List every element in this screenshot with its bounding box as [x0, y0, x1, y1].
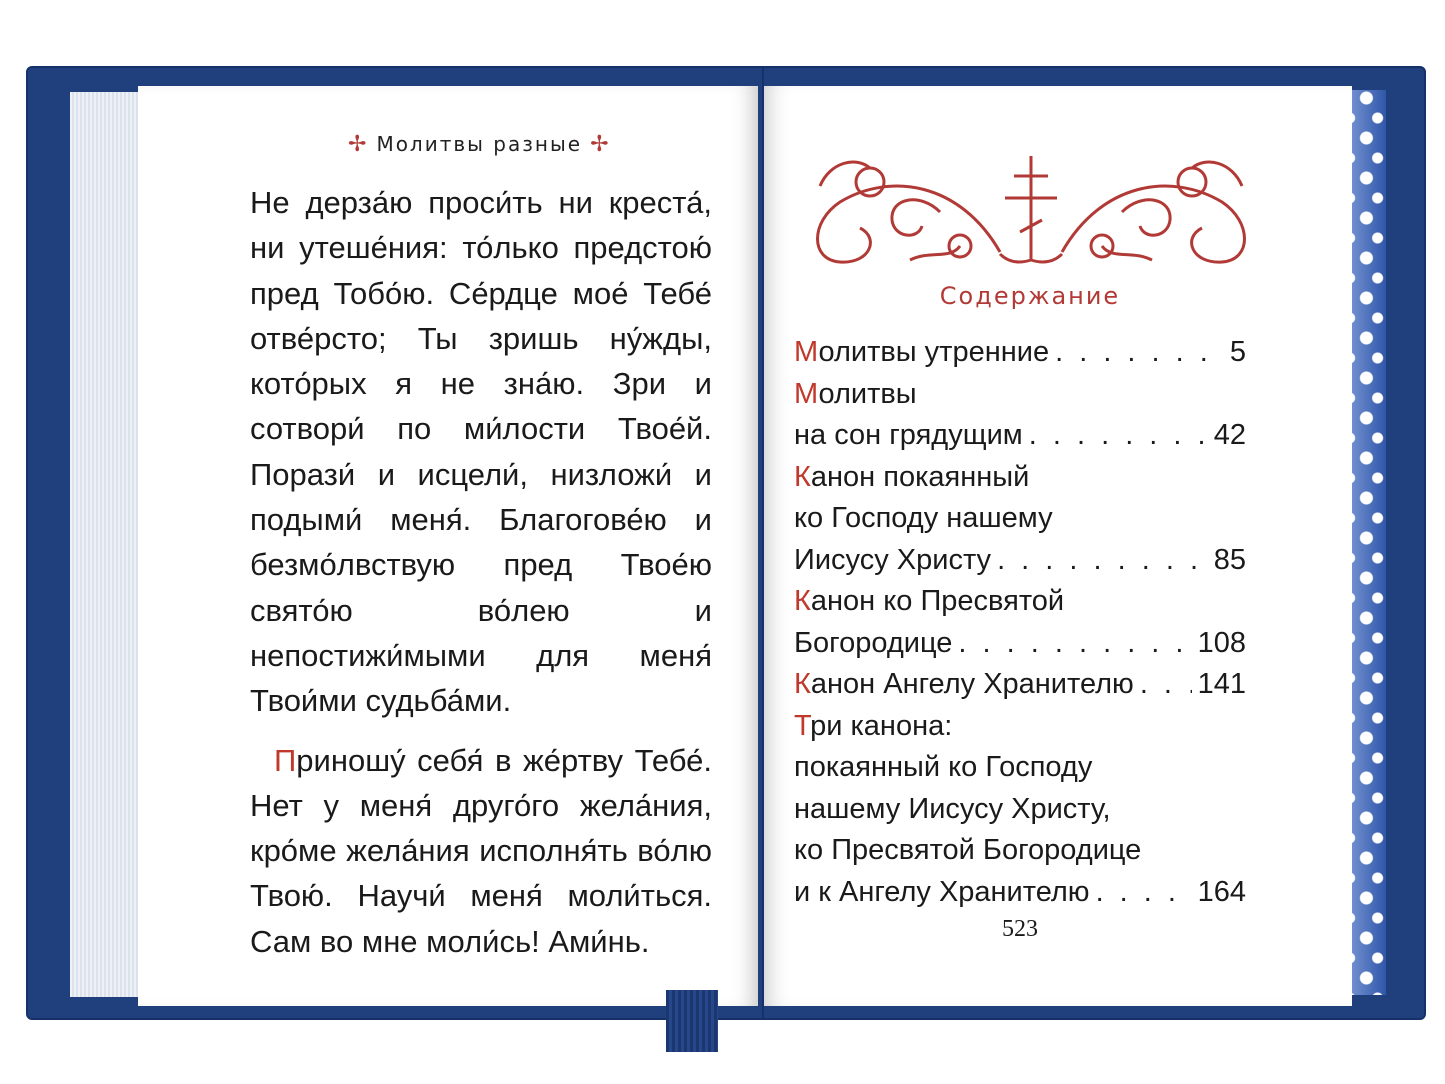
toc-page-number: 42 — [1213, 419, 1246, 451]
toc-entry[interactable]: Молитвы утренние . . . 5 — [794, 332, 1246, 374]
drop-cap: П — [274, 742, 297, 778]
bookmark-ribbon — [666, 990, 718, 1052]
toc-page-number: 108 — [1197, 626, 1246, 659]
paragraph: Не дерза́ю проси́ть ни креста́, ни утеше́ния: то́лько предстою́ пред Тобо́ю. Се́рдце мое́ Тебе́ отве́рсто; Ты зришь ну́жды, кото́рых я не зна́ю. Зри и сотвори́ по ми́лости Твое́й. Порази́ и исцели́, низложи́ и подыми́ меня́. Благогове́ю и безмо́лвствую пред Твое́ю свято́ю во́лею и непостижи́мыми для меня́ Твои́ми судьба́ми. — [250, 185, 712, 719]
paragraph: Приношу́ себя́ в же́ртву Тебе́. Нет у меня́ друго́го жела́ния, кро́ме жела́ния исполня́ть во́лю Твою́. Научи́ меня́ моли́ться. Сам во мне моли́сь! Ами́нь. — [250, 742, 712, 959]
prayer-text — [250, 180, 712, 964]
toc-page-number: 141 — [1197, 668, 1246, 700]
toc-entry[interactable]: Канон покаянный ко Господу нашему Иисусу Христу . . . 85 — [794, 457, 1246, 582]
toc-entry[interactable]: Молитвы на сон грядущим . . . 42 — [794, 374, 1246, 457]
running-head-text: Молитвы разные — [376, 132, 583, 156]
cross-floral-ornament-icon — [800, 142, 1262, 274]
running-head — [340, 132, 619, 157]
toc-entry[interactable]: Три канона: покаянный ко Господу нашему Иисусу Христу, ко Пресвятой Богородице и к Ангелу Хранителю . . . 164 — [794, 706, 1246, 914]
cross-ornament-icon: ✢ — [590, 132, 611, 157]
cross-ornament-icon: ✢ — [348, 132, 369, 157]
toc-page-number: 85 — [1213, 543, 1246, 576]
toc-entry[interactable]: Канон Ангелу Хранителю . . . 141 — [794, 664, 1246, 706]
page-number: 523 — [1002, 916, 1038, 942]
toc-page-number: 5 — [1229, 336, 1246, 368]
toc-title: Содержание — [939, 282, 1121, 310]
toc-page-number: 164 — [1197, 875, 1246, 908]
toc-entry[interactable]: Канон ко Пресвятой Богородице . . . 108 — [794, 581, 1246, 664]
table-of-contents — [794, 332, 1246, 913]
